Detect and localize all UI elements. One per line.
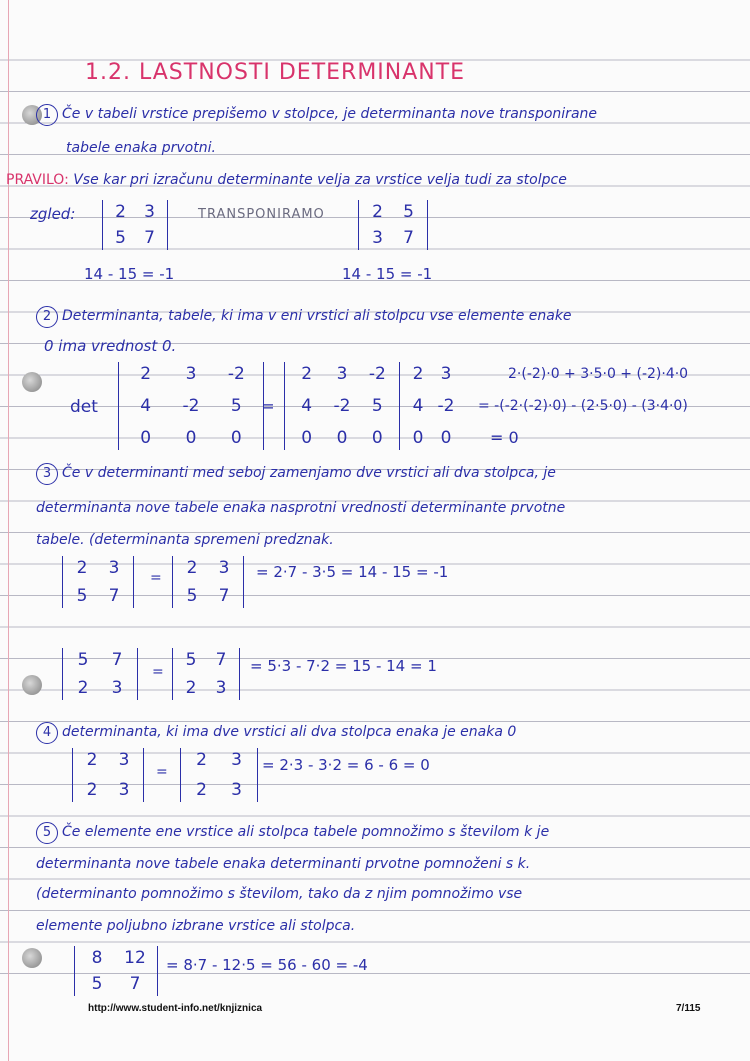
matrix-cell: 12 [124,948,146,968]
matrix-cell: 3 [336,364,348,384]
pravilo-label: PRAVILO: [6,172,69,188]
matrix-cell: 3 [372,228,383,248]
rule-1-number: 1 [36,104,58,126]
matrix-cell: 3 [215,678,227,698]
swapped-matrix [62,648,138,700]
matrix-cell: 2 [115,202,126,222]
matrix-cell: 2 [372,202,383,222]
matrix-cell: 7 [403,228,414,248]
equal-rows-calc: = 2·3 - 3·2 = 6 - 6 = 0 [262,756,430,774]
matrix-cell: 2 [196,780,207,800]
swap-example-calc: = 2·7 - 3·5 = 14 - 15 = -1 [256,563,449,581]
rule-3-line-3: tabele. (determinanta spremeni predznak. [36,532,334,548]
rule-5-line-1 [36,822,549,844]
rule-2-line-1 [36,306,572,328]
matrix-cell: 2 [76,558,88,578]
matrix-cell: 3 [185,364,197,384]
scaled-matrix [74,946,158,996]
matrix-cell: 0 [336,428,348,448]
rule-5-line-2: determinanta nove tabele enaka determinanti prvotne pomnoženi s k. [36,856,531,872]
rule-5-line-4: elemente poljubno izbrane vrstice ali stolpca. [36,918,356,934]
matrix-cell: 4 [412,396,424,416]
rule-2-line-2: 0 ima vrednost 0. [44,337,177,355]
matrix-cell: 2 [77,678,89,698]
matrix-cell: 5 [186,586,198,606]
matrix-cell: 3 [118,750,130,770]
pravilo-line [6,172,567,188]
det-label: det [70,397,98,417]
matrix-cell: 7 [218,586,230,606]
example-matrix-transposed [358,200,428,250]
example-label: zgled: [30,205,76,223]
swapped-equals: = [152,664,164,680]
example-calc-transposed: 14 - 15 = -1 [342,265,433,283]
matrix-cell: 5 [76,586,88,606]
matrix-cell: 5 [403,202,414,222]
equal-rows-matrix [72,748,144,802]
transpose-label: TRANSPONIRAMO [198,207,325,222]
rule-2-text: Determinanta, tabele, ki ima v eni vrstici ali stolpcu vse elemente enake [62,308,572,324]
matrix-cell: 2 [196,750,207,770]
matrix-cell: 0 [230,428,242,448]
margin-line [8,0,9,1061]
rule-2-number: 2 [36,306,58,328]
matrix-cell: 3 [118,780,130,800]
matrix-cell: 3 [218,558,230,578]
matrix-cell: 2 [301,364,313,384]
matrix-cell: 0 [185,428,197,448]
matrix-cell: -2 [227,364,245,384]
matrix-cell: -2 [437,396,455,416]
rule-4-line-1 [36,722,516,744]
matrix-cell: 3 [144,202,155,222]
rule-4-number: 4 [36,722,58,744]
det-extended-matrix [284,362,400,450]
matrix-cell: 2 [412,364,424,384]
rule-5-text: Če elemente ene vrstice ali stolpca tabele pomnožimo s številom k je [62,824,550,840]
det-calc-line-3: = 0 [490,428,519,447]
matrix-cell: 7 [108,586,120,606]
det-matrix [118,362,264,450]
swap-example-determinant [172,556,244,608]
example-matrix-original [102,200,168,250]
matrix-cell: 3 [111,678,123,698]
punch-hole [22,372,42,392]
swap-example-equals: = [150,570,162,586]
rule-5-line-3: (determinanto pomnožimo s številom, tako da z njim pomnožimo vse [36,886,523,902]
matrix-cell: 5 [230,396,242,416]
punch-hole [22,948,42,968]
matrix-cell: -2 [182,396,200,416]
matrix-cell: 7 [129,974,141,994]
equal-rows-determinant [180,748,258,802]
matrix-cell: 4 [301,396,313,416]
matrix-cell: 7 [144,228,155,248]
matrix-cell: 3 [440,364,452,384]
matrix-cell: 0 [140,428,152,448]
matrix-cell: 7 [111,650,123,670]
rule-1-text: Če v tabeli vrstice prepišemo v stolpce, je determinanta nove transponirane [62,106,598,122]
rule-3-line-2: determinanta nove tabele enaka nasprotni vrednosti determinante prvotne [36,500,566,516]
matrix-cell: 5 [77,650,89,670]
page-number: 7/115 [676,1003,701,1014]
rule-1-line-2: tabele enaka prvotni. [66,140,216,156]
matrix-cell: -2 [368,364,386,384]
matrix-cell: 3 [108,558,120,578]
page-title: 1.2. LASTNOSTI DETERMINANTE [85,60,466,85]
rule-3-line-1 [36,463,556,485]
matrix-cell: 5 [91,974,103,994]
matrix-cell: 2 [140,364,152,384]
matrix-cell: 7 [215,650,227,670]
rule-3-number: 3 [36,463,58,485]
rule-5-number: 5 [36,822,58,844]
matrix-cell: 0 [412,428,424,448]
matrix-cell: 2 [186,558,198,578]
matrix-cell: 4 [140,396,152,416]
matrix-cell: -2 [333,396,351,416]
det-repeated-columns [400,362,464,450]
matrix-cell: 2 [86,750,98,770]
matrix-cell: 5 [185,650,197,670]
matrix-cell: 3 [231,780,242,800]
swap-example-matrix [62,556,134,608]
rule-3-text: Če v determinanti med seboj zamenjamo dve vrstici ali dva stolpca, je [62,465,556,481]
example-calc-original: 14 - 15 = -1 [84,265,175,283]
rule-1-line-1 [36,104,597,126]
matrix-cell: 0 [371,428,383,448]
matrix-cell: 0 [440,428,452,448]
source-url: http://www.student-info.net/knjiznica [88,1003,263,1014]
equal-rows-equals: = [156,764,168,780]
scaled-calc: = 8·7 - 12·5 = 56 - 60 = -4 [166,956,368,974]
matrix-cell: 2 [185,678,197,698]
det-calc-line-2: = -(-2·(-2)·0) - (2·5·0) - (3·4·0) [478,398,688,414]
matrix-cell: 0 [301,428,313,448]
matrix-cell: 5 [371,396,383,416]
matrix-cell: 5 [115,228,126,248]
pravilo-text: Vse kar pri izračunu determinante velja za vrstice velja tudi za stolpce [73,172,567,188]
matrix-cell: 3 [231,750,242,770]
matrix-cell: 2 [86,780,98,800]
swapped-determinant [172,648,240,700]
det-calc-line-1: 2·(-2)·0 + 3·5·0 + (-2)·4·0 [508,366,689,382]
det-equals: = [262,397,275,415]
rule-4-text: determinanta, ki ima dve vrstici ali dva stolpca enaka je enaka 0 [62,724,517,740]
punch-hole [22,675,42,695]
swapped-calc: = 5·3 - 7·2 = 15 - 14 = 1 [250,657,437,675]
matrix-cell: 8 [91,948,103,968]
